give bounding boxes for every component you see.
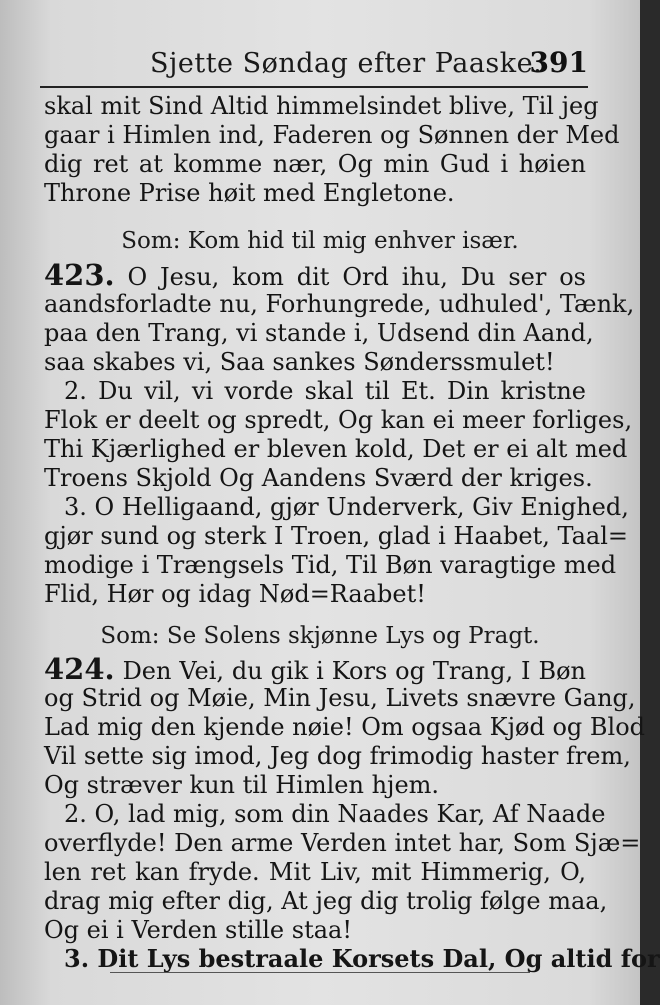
text-line: Throne Prise høit med Engletone. [44, 179, 455, 207]
verse-start: 3. O Helligaand, gjør Underverk, Giv Enighed, [64, 493, 629, 521]
text-line: Flok er deelt og spredt, Og kan ei meer forliges, [44, 406, 633, 434]
text-line: Flid, Hør og idag Nød=Raabet! [44, 580, 426, 608]
text-line: saa skabes vi, Saa sankes Sønderssmulet! [44, 348, 555, 376]
text-line: Vil sette sig imod, Jeg dog frimodig haster frem, [44, 742, 631, 770]
tune-indication-424: Som: Se Solens skjønne Lys og Pragt. [100, 623, 540, 649]
text-line: gjør sund og sterk I Troen, glad i Haabet, Taal= [44, 522, 628, 550]
text-line: overflyde! Den arme Verden intet har, Som Sjæ= [44, 829, 641, 857]
footer-rule [110, 972, 530, 973]
hymn-number-424: 424. [44, 652, 115, 686]
tune-indication-423: Som: Kom hid til mig enhver især. [121, 228, 519, 254]
hymn-number-423: 423. [44, 258, 115, 292]
text-line: Troens Skjold Og Aandens Sværd der kriges. [44, 464, 593, 492]
running-title: Sjette Søndag efter Paaske. [150, 48, 543, 79]
text-line: Og ei i Verden stille staa! [44, 916, 352, 944]
text-line: Lad mig den kjende nøie! Om ogsaa Kjød og Blod [44, 713, 646, 741]
text-line: Og stræver kun til Himlen hjem. [44, 771, 440, 799]
text-line: len ret kan fryde. Mit Liv, mit Himmerig, O, [44, 858, 586, 886]
hymn-424-first-line-text: Den Vei, du gik i Kors og Trang, I Bøn [122, 657, 586, 685]
page-number: 391 [529, 46, 588, 79]
text-line: drag mig efter dig, At jeg dig trolig følge maa, [44, 887, 608, 915]
text-line: dig ret at komme nær, Og min Gud i høien [44, 150, 586, 178]
verse-start: 2. O, lad mig, som din Naades Kar, Af Naade [64, 800, 606, 828]
hymn-423-first-line [44, 258, 586, 292]
verse-start: 3. Dit Lys bestraale Korsets Dal, Og altid for [64, 944, 660, 973]
text-line: modige i Trængsels Tid, Til Bøn varagtige med [44, 551, 617, 579]
text-line: aandsforladte nu, Forhungrede, udhuled', Tænk, [44, 290, 635, 318]
hymn-423-first-line-text: O Jesu, kom dit Ord ihu, Du ser os [127, 263, 586, 291]
text-line: Thi Kjærlighed er bleven kold, Det er ei alt med [44, 435, 628, 463]
text-line: gaar i Himlen ind, Faderen og Sønnen der Med [44, 121, 620, 149]
text-line: og Strid og Møie, Min Jesu, Livets snævre Gang, [44, 684, 636, 712]
text-line: skal mit Sind Altid himmelsindet blive, Til jeg [44, 92, 599, 120]
text-line: paa den Trang, vi stande i, Udsend din Aand, [44, 319, 594, 347]
page-header [40, 46, 588, 88]
verse-start: 2. Du vil, vi vorde skal til Et. Din kristne [64, 377, 586, 405]
hymn-424-first-line [44, 652, 586, 686]
